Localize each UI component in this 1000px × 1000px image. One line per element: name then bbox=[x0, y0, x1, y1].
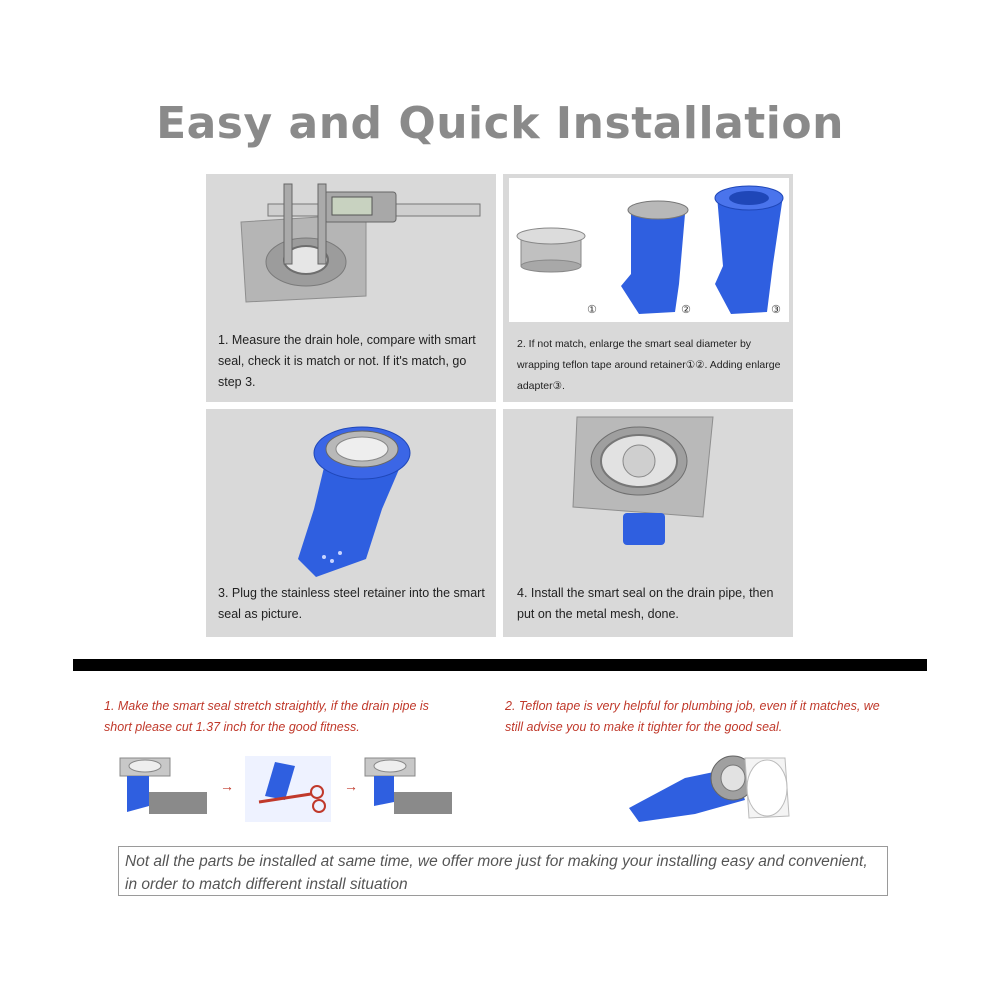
tip-2: 2. Teflon tape is very helpful for plumbing job, even if it matches, we still advise you to make it tighter for the good seal. bbox=[505, 699, 880, 734]
step-1-panel bbox=[206, 174, 496, 402]
step-4-panel bbox=[503, 409, 793, 637]
drain-pipe-after-icon bbox=[360, 756, 455, 821]
step-1-caption: 1. Measure the drain hole, compare with smart seal, check it is match or not. If it's match, go step 3. bbox=[218, 333, 476, 389]
marker-2: ② bbox=[681, 303, 691, 316]
step-3-panel bbox=[206, 409, 496, 637]
scissors-cut-icon bbox=[245, 756, 331, 822]
section-divider bbox=[73, 659, 927, 671]
step-2-caption: 2. If not match, enlarge the smart seal diameter by wrapping teflon tape around retainer①②. Adding enlarge adapter③. bbox=[517, 338, 781, 392]
teflon-seal-icon bbox=[625, 748, 795, 828]
drain-pipe-before-icon bbox=[115, 756, 210, 821]
tip-1: 1. Make the smart seal stretch straightly, if the drain pipe is short please cut 1.37 inch for the good fitness. bbox=[104, 699, 429, 734]
installation-note: Not all the parts be installed at same time, we offer more just for making your installing easy and convenient, in order to match different install situation bbox=[118, 846, 888, 896]
step-2-panel bbox=[503, 174, 793, 402]
arrow-2-icon: → bbox=[344, 778, 358, 794]
marker-1: ① bbox=[587, 303, 597, 316]
step-3-caption: 3. Plug the stainless steel retainer into the smart seal as picture. bbox=[218, 586, 485, 621]
page-title: Easy and Quick Installation bbox=[156, 98, 844, 149]
step-4-caption: 4. Install the smart seal on the drain pipe, then put on the metal mesh, done. bbox=[517, 586, 774, 621]
marker-3: ③ bbox=[771, 303, 781, 316]
arrow-1-icon: → bbox=[220, 778, 234, 794]
